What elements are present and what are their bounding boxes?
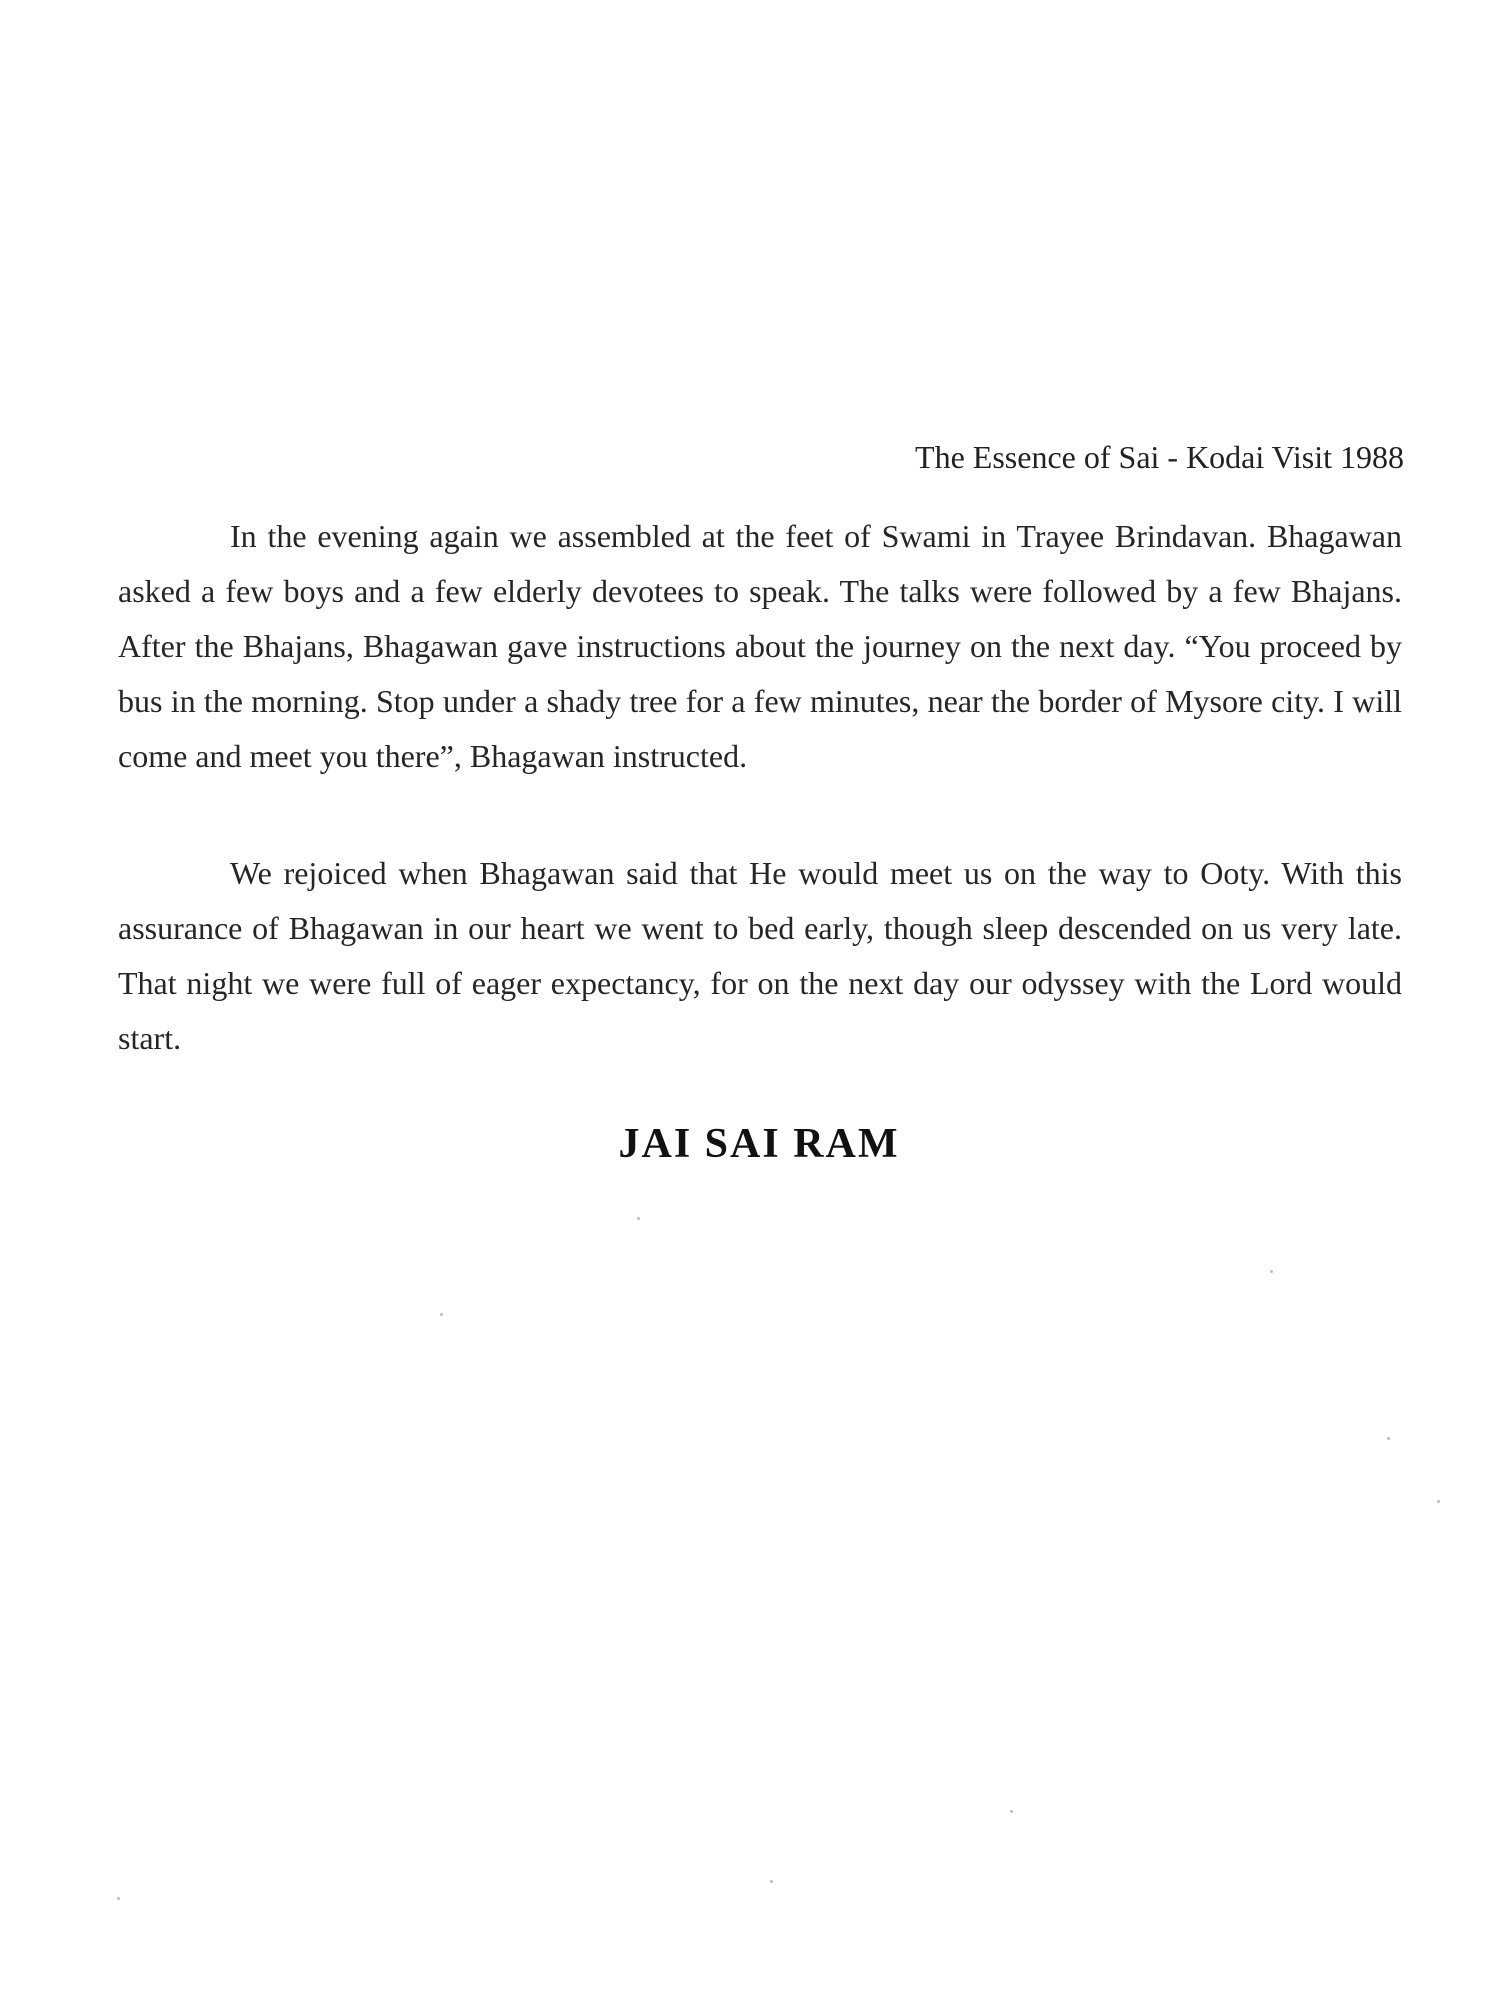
scan-speck [1437, 1500, 1440, 1503]
scan-speck [1270, 1270, 1273, 1273]
running-header: The Essence of Sai - Kodai Visit 1988 [915, 439, 1404, 475]
body-paragraph-2: We rejoiced when Bhagawan said that He would meet us on the way to Ooty. With this assurance of Bhagawan in our heart we went to bed early, though sleep descended on us very late. That night we were full of eager expectancy, for on the next day our odyssey with the Lord would start. [118, 855, 1402, 1056]
scan-speck [1387, 1437, 1390, 1440]
body-paragraph-1: In the evening again we assembled at the feet of Swami in Trayee Brindavan. Bhagawan asked a few boys and a few elderly devotees to speak. The talks were followed by a few Bhajans. After the Bhajans, Bhagawan gave instructions about the journey on the next day. “You proceed by bus in the morning. Stop under a shady tree for a few minutes, near the border of Mysore city. I will come and meet you there”, Bhagawan instructed. [118, 518, 1402, 774]
scan-speck [770, 1880, 773, 1883]
scan-speck [440, 1313, 443, 1316]
scan-speck [1010, 1810, 1013, 1813]
closing-salutation: JAI SAI RAM [618, 1121, 900, 1167]
scan-speck [117, 1897, 120, 1900]
scan-speck [637, 1217, 640, 1220]
